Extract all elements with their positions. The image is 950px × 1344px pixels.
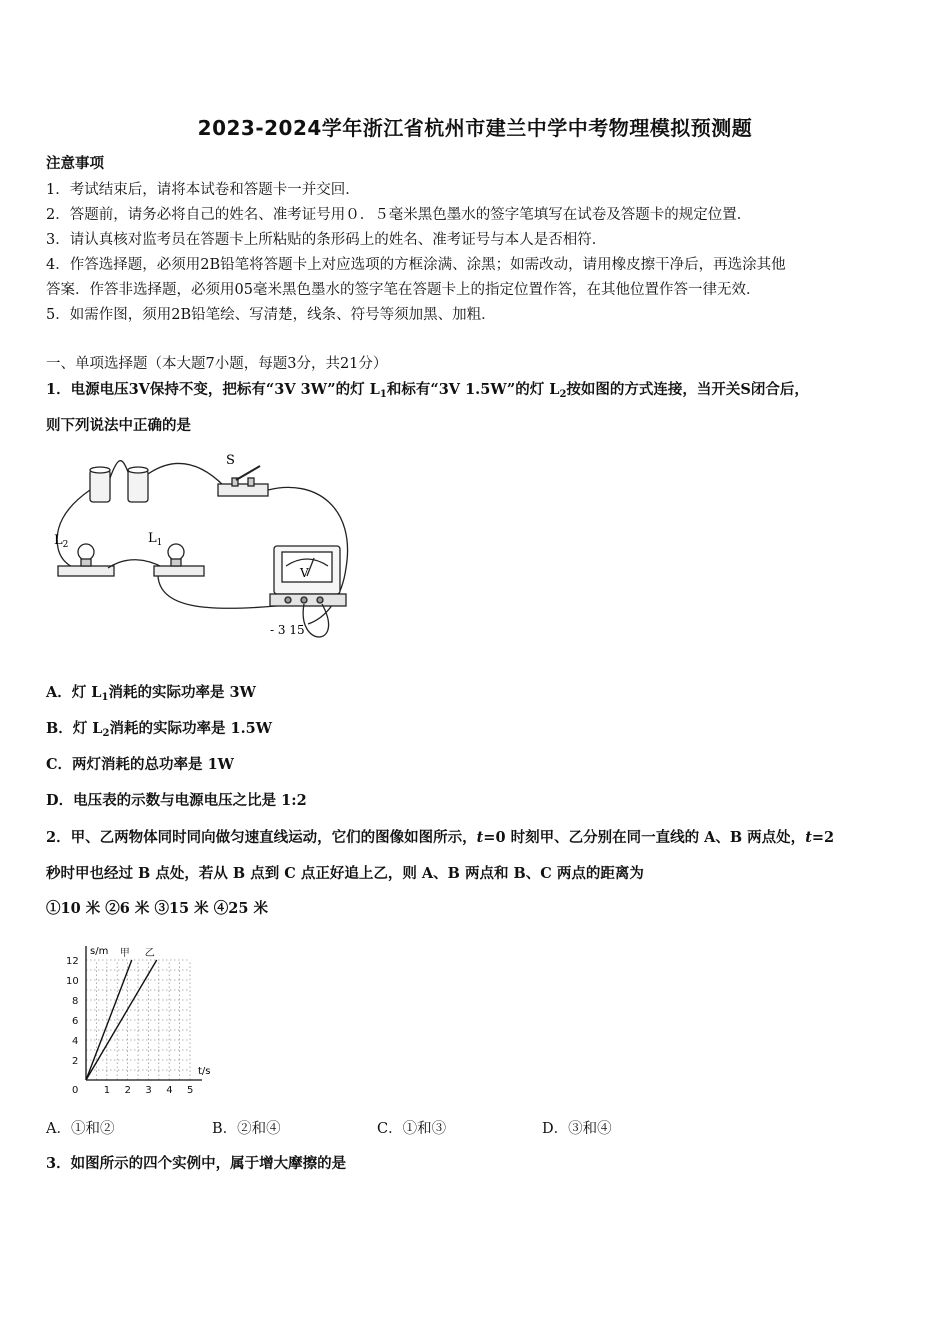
q1-option-c: C．两灯消耗的总功率是 1W xyxy=(46,756,234,773)
lamp-2-label: $L_2$ xyxy=(54,533,69,550)
y-tick-label: 6 xyxy=(72,1016,79,1027)
q2-option-a: A．①和② xyxy=(46,1121,115,1137)
q2-option-c: C．①和③ xyxy=(377,1121,447,1137)
x-tick-label: 5 xyxy=(187,1085,194,1096)
q3-stem: 3．如图所示的四个实例中，属于增大摩擦的是 xyxy=(46,1155,347,1172)
q2-option-b: B．②和④ xyxy=(212,1121,281,1137)
switch-label: S xyxy=(226,453,235,468)
lamp-1-label: $L_1$ xyxy=(148,531,163,548)
notice-heading: 注意事项 xyxy=(46,155,104,172)
notice-item-5: 5．如需作图，须用2B铅笔绘、写清楚，线条、符号等须加黑、加粗． xyxy=(46,307,496,323)
x-tick-label: 4 xyxy=(166,1085,173,1096)
page-title: 2023-2024学年浙江省杭州市建兰中学中考物理模拟预测题 xyxy=(197,116,753,140)
q1-option-a: A．灯 $L_1$消耗的实际功率是 3W xyxy=(46,684,256,703)
q1-stem-line2: 则下列说法中正确的是 xyxy=(46,417,191,434)
q1-sub-2: 2 xyxy=(559,389,567,400)
voltmeter-terminals: - 3 15 xyxy=(270,623,305,637)
st-chart xyxy=(62,934,238,1098)
notice-item-2: 2．答题前，请务必将自己的姓名、准考证号用０．５毫米黑色墨水的签字笔填写在试卷及答题卡的规定位置． xyxy=(46,207,752,223)
notice-item-4-cont: 答案．作答非选择题，必须用05毫米黑色墨水的签字笔在答题卡上的指定位置作答，在其他位置作答一律无效． xyxy=(46,282,761,298)
chart-xlabel: t/s xyxy=(198,1066,211,1077)
q1-text-b: 和标有“3V 1.5W”的灯 L xyxy=(386,381,560,398)
chart-ticks xyxy=(66,956,193,1096)
voltmeter-label: V xyxy=(300,566,309,580)
q1-stem-line1 xyxy=(46,378,809,400)
y-tick-label: 8 xyxy=(72,996,79,1007)
y-tick-label: 4 xyxy=(72,1036,79,1047)
section-heading: 一、单项选择题（本大题7小题，每题3分，共21分） xyxy=(46,356,388,372)
lamp-1-bulb xyxy=(168,544,184,560)
series-line-1 xyxy=(86,960,132,1080)
lamp-1-holder xyxy=(154,566,204,576)
notice-item-4: 4．作答选择题，必须用2B铅笔将答题卡上对应选项的方框涂满、涂黑；如需改动，请用橡皮擦干净后，再选涂其他 xyxy=(46,257,786,273)
chart-ylabel: s/m xyxy=(90,946,109,957)
battery-1 xyxy=(90,470,110,502)
notice-item-3: 3．请认真核对监考员在答题卡上所粘贴的条形码上的姓名、准考证号与本人是否相符． xyxy=(46,232,607,248)
circuit-diagram xyxy=(46,448,356,640)
series-label-1: 甲 xyxy=(119,948,130,959)
x-tick-label: 1 xyxy=(103,1085,111,1096)
y-tick-label: 12 xyxy=(66,956,79,967)
q2-stem-line2: 秒时甲也经过 B 点处，若从 B 点到 C 点正好追上乙，则 A、B 两点和 B、C 两点的距离为 xyxy=(46,865,644,882)
x-tick-label: 0 xyxy=(72,1085,79,1096)
lamp-2-bulb xyxy=(78,544,94,560)
switch-base xyxy=(218,484,268,496)
q2-choices: ①10 米 ②6 米 ③15 米 ④25 米 xyxy=(46,900,268,917)
chart-grid xyxy=(86,960,190,1080)
x-tick-label: 3 xyxy=(145,1085,152,1096)
q1-option-b: B．灯 $L_2$消耗的实际功率是 1.5W xyxy=(46,720,273,739)
notice-item-1: 1．考试结束后，请将本试卷和答题卡一并交回． xyxy=(46,182,360,198)
battery-2 xyxy=(128,470,148,502)
q1-text-c: 按如图的方式连接，当开关S闭合后， xyxy=(566,381,809,398)
q2-option-d: D．③和④ xyxy=(542,1121,612,1137)
q1-sub-1: 1 xyxy=(379,389,387,400)
q1-text-a: 1．电源电压3V保持不变，把标有“3V 3W”的灯 L xyxy=(46,381,380,398)
q1-option-d: D．电压表的示数与电源电压之比是 1:2 xyxy=(46,792,307,809)
lamp-2-holder xyxy=(58,566,114,576)
y-tick-label: 2 xyxy=(72,1056,79,1067)
x-tick-label: 2 xyxy=(124,1085,131,1096)
q2-stem-line1: 2．甲、乙两物体同时同向做匀速直线运动，它们的图像如图所示，t=0 时刻甲、乙分别在同一直线的 A、B 两点处，t=2 xyxy=(46,829,835,846)
series-label-2: 乙 xyxy=(144,948,155,959)
y-tick-label: 10 xyxy=(66,976,79,987)
